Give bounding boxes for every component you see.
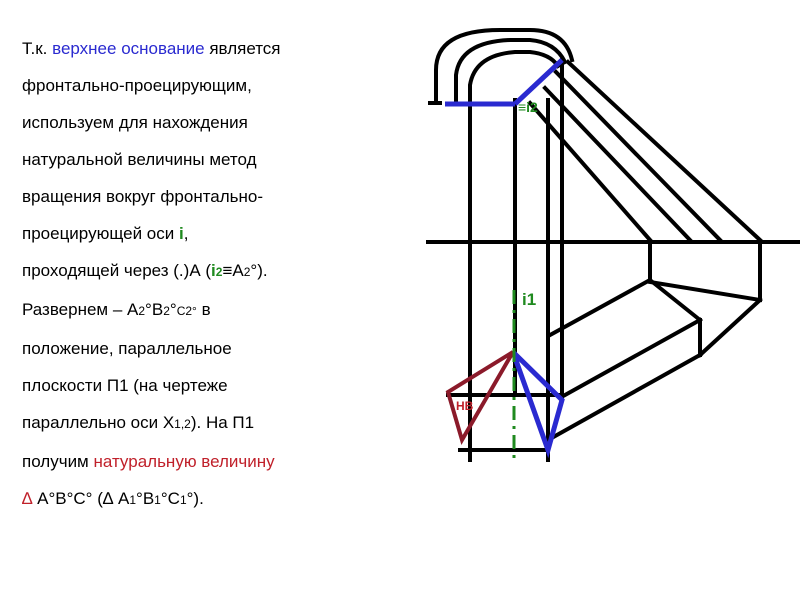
diagonal-3	[545, 88, 690, 240]
text-line-7: проходящей через (.)А (i2≡А2°).	[22, 261, 268, 280]
lower-diag-6	[565, 320, 700, 395]
text-line-10: плоскости П1 (на чертеже	[22, 376, 228, 395]
text-line-3: используем для нахождения	[22, 113, 248, 132]
highlight-true-size: натуральную величину	[93, 452, 275, 471]
lower-diag-3	[700, 300, 760, 355]
label-i1: i1	[522, 290, 537, 309]
triangle-symbol: ∆	[102, 489, 114, 508]
text-line-1: Т.к. верхнее основание является	[22, 39, 281, 58]
highlight-upper-base: верхнее основание	[52, 39, 205, 58]
text-line-2: фронтально-проецирующим,	[22, 76, 252, 95]
label-i2: ≡i2	[518, 99, 538, 115]
axis-i-label: i	[178, 224, 184, 243]
text-line-8: Развернем – А2°В2°С2° в	[22, 300, 211, 319]
text-line-13: ∆ А°В°С° (∆ А1°В1°С1°).	[22, 489, 204, 508]
text-line-11: параллельно оси Х1,2). На П1	[22, 413, 255, 432]
projection-drawing	[395, 20, 800, 470]
text-line-9: положение, параллельное	[22, 339, 232, 358]
text-line-4: натуральной величины метод	[22, 150, 257, 169]
diagonal-2	[556, 72, 720, 240]
text-line-6: проецирующей оси i,	[22, 224, 189, 243]
lower-diag-1	[550, 280, 650, 335]
triangle-blue	[513, 352, 562, 450]
lower-diag-5	[548, 355, 700, 440]
explanation-text	[22, 30, 397, 519]
label-nv: НВ	[456, 399, 474, 413]
triangle-symbol: ∆	[22, 489, 33, 508]
text-line-12: получим натуральную величину	[22, 452, 275, 471]
text-line-5: вращения вокруг фронтально-	[22, 187, 264, 206]
